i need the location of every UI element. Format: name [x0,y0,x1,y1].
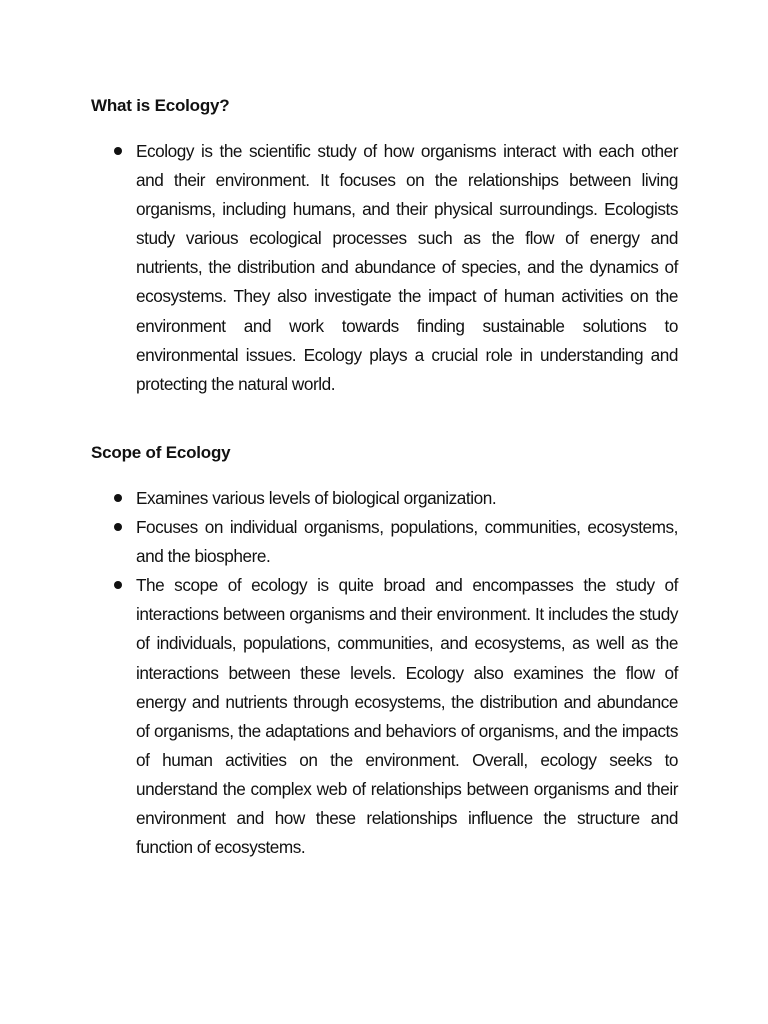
bullet-list-what-is-ecology [136,137,678,399]
section-heading-what-is-ecology: What is Ecology? [91,96,230,115]
bullet-item: Examines various levels of biological organization. [136,484,678,513]
bullet-list-scope-of-ecology [136,484,678,862]
bullet-item: The scope of ecology is quite broad and encompasses the study of interactions between organisms and their environment. It includes the study of individuals, populations, communities, and ecosystems, as well as the interactions between these levels. Ecology also examines the flow of energy and nutrients through ecosystems, the distribution and abundance of organisms, the adaptations and behaviors of organisms, and the impacts of human activities on the environment. Overall, ecology seeks to understand the complex web of relationships between organisms and their environment and how these relationships influence the structure and function of ecosystems. [136,571,678,862]
bullet-item: Focuses on individual organisms, populations, communities, ecosystems, and the biosphere. [136,513,678,571]
section-heading-scope-of-ecology: Scope of Ecology [91,443,231,462]
bullet-item: Ecology is the scientific study of how organisms interact with each other and their environment. It focuses on the relationships between living organisms, including humans, and their physical surroundings. Ecologists study various ecological processes such as the flow of energy and nutrients, the distribution and abundance of species, and the dynamics of ecosystems. They also investigate the impact of human activities on the environment and work towards finding sustainable solutions to environmental issues. Ecology plays a crucial role in understanding and protecting the natural world. [136,137,678,399]
